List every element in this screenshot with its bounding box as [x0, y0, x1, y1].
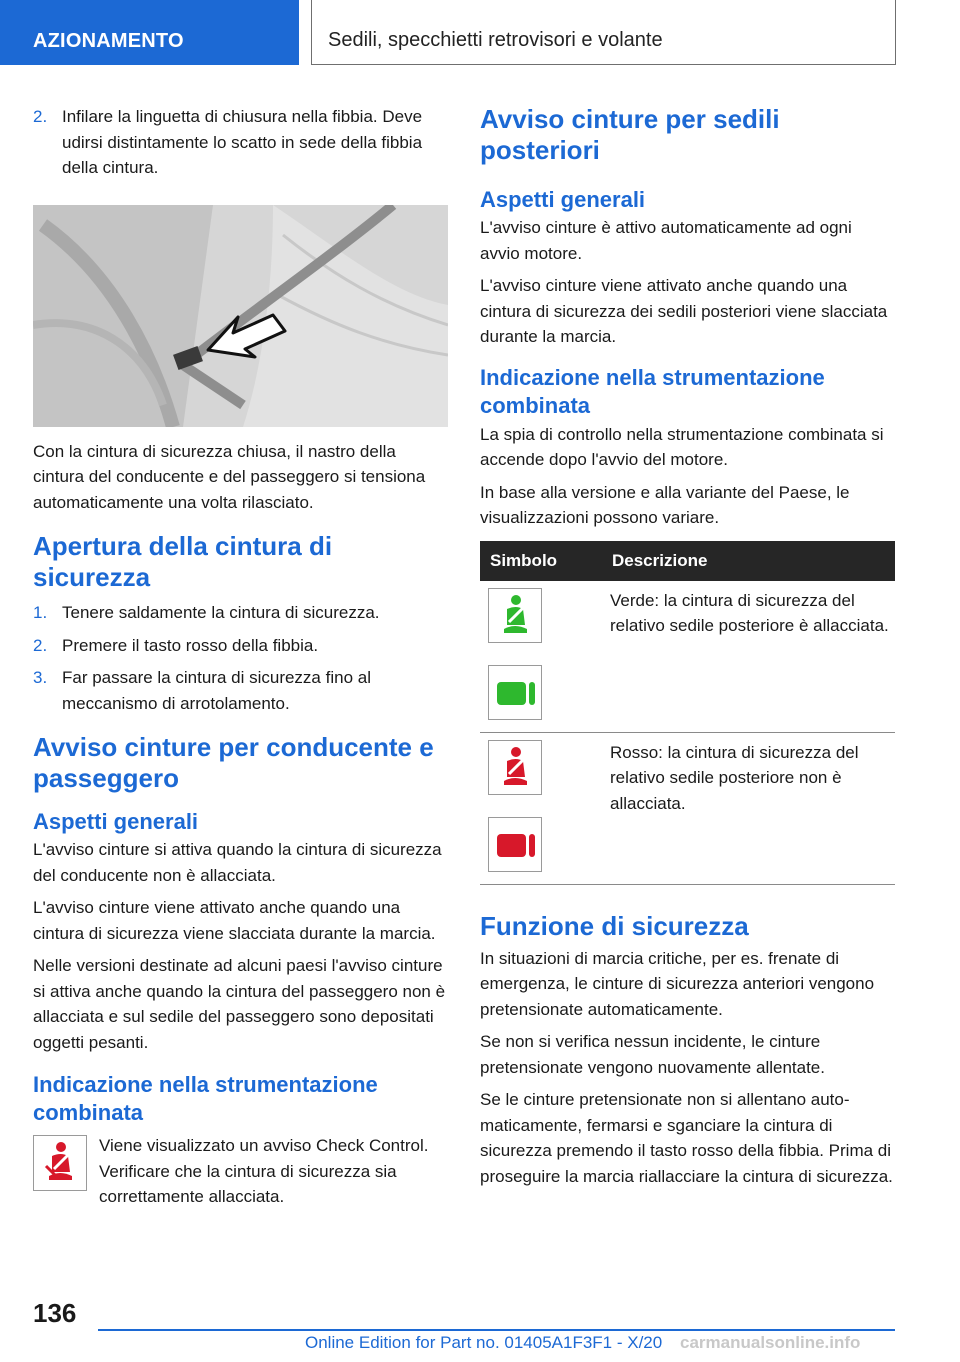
subheading-aspetti-generali: Aspetti generali: [33, 809, 199, 834]
paragraph: In base alla versione e alla variante del Paese, le visualizzazioni possono variare.: [480, 482, 850, 527]
list-item: [33, 665, 448, 716]
paragraph: Se non si verifica nessun incidente, le cinture pretensionate vengono nuovamente allentate.: [480, 1032, 825, 1077]
paragraph: La spia di controllo nella strumentazione combinata si accende dopo l'avvio del motore.: [480, 424, 884, 469]
step-number: 1.: [33, 603, 48, 622]
seatbelt-warning-icon: [33, 1135, 87, 1191]
step-text: Far passare la cintura di sicurezza fino al meccanismo di arrotolamento.: [62, 668, 371, 713]
step-number: 2.: [33, 635, 48, 655]
description-cell: Rosso: la cintura di sicurezza del relativo sedile posteriore non è allacciata.: [602, 732, 895, 884]
left-column: [33, 104, 448, 1210]
section-heading-apertura: Apertura della cintura di sicurezza: [33, 531, 333, 592]
warning-text: Viene visualizzato un avviso Check Control. Verificare che la cintura di sicurezza sia correttamente allacciata.: [99, 1136, 429, 1206]
paragraph: Nelle versioni destinate ad alcuni paesi l'avviso cinture si attiva anche quando la cintura del passeggero non è allacciata e sul sedile del passeggero sono depositati oggetti pesanti.: [33, 956, 446, 1052]
column-header: Simbolo: [480, 541, 602, 581]
right-column: [480, 104, 895, 1196]
paragraph: L'avviso cinture è attivo automaticamente ad ogni avvio motore.: [480, 218, 852, 263]
subheading-indicazione: Indicazione nella strumentazione combinata: [480, 364, 825, 418]
step-text: Premere il tasto rosso della fibbia.: [62, 635, 319, 655]
paragraph: L'avviso cinture viene attivato anche quando una cintura di sicurezza viene slacciata durante la marcia.: [33, 898, 436, 943]
symbol-table: [480, 541, 895, 885]
paragraph: Se le cinture pretensionate non si allentano automaticamente, fermarsi e sganciare la cintura di sicurezza premendo il tasto rosso della fibbia. Prima di proseguire la marcia riallacciare la cintura di sicurezza.: [480, 1090, 893, 1186]
apertura-steps: [33, 600, 448, 716]
footer-rule: [98, 1329, 895, 1331]
page-number: 136: [33, 1298, 77, 1328]
step-number: 2.: [33, 107, 48, 126]
section-tab: AZIONAMENTO: [0, 0, 299, 65]
seatbelt-photo: [33, 205, 448, 427]
subheading-aspetti-generali: Aspetti generali: [480, 187, 646, 212]
paragraph: L'avviso cinture viene attivato anche quando una cintura di sicurezza dei sedili posteriori viene slacciata durante la marcia.: [480, 276, 888, 346]
subheading-indicazione: Indicazione nella strumentazione combinata: [33, 1072, 378, 1125]
warning-row: [33, 1133, 448, 1210]
symbol-cell: [480, 581, 602, 733]
symbol-cell: [480, 732, 602, 884]
seatbelt-illustration: [33, 205, 448, 427]
list-item: [33, 633, 448, 659]
section-heading-avviso-posteriori: Avviso cinture per sedili posteriori: [480, 104, 780, 165]
seatbelt-red-icon: [488, 740, 542, 795]
edition-note: Online Edition for Part no. 01405A1F3F1 - X/20: [305, 1333, 663, 1352]
section-heading-avviso-conducente: Avviso cinture per conducente e passeggero: [33, 732, 434, 793]
seat-indicator-green-icon: [488, 665, 542, 720]
photo-caption: Con la cintura di sicurezza chiusa, il nastro della cintura del conducente e del passeggero si tensiona automaticamente una volta rilasciato.: [33, 441, 426, 512]
table-row: [480, 581, 895, 733]
watermark: carmanualsonline.info: [680, 1333, 861, 1352]
seat-indicator-red-icon: [488, 817, 542, 872]
step-number: 3.: [33, 668, 48, 687]
column-header: Descrizione: [602, 541, 895, 581]
table-header-row: [480, 541, 895, 581]
intro-steps: [33, 104, 448, 181]
seatbelt-green-icon: [488, 588, 542, 643]
paragraph: L'avviso cinture si attiva quando la cintura di sicurezza del conducente non è allacciata.: [33, 840, 442, 885]
table-row: [480, 732, 895, 884]
description-cell: Verde: la cintura di sicurezza del relativo sedile posteriore è allacciata.: [602, 581, 895, 733]
list-item: [33, 104, 448, 181]
list-item: [33, 600, 448, 626]
section-heading-funzione: Funzione di sicurezza: [480, 910, 749, 941]
step-text: Tenere saldamente la cintura di sicurezza.: [62, 603, 380, 622]
paragraph: In situazioni di marcia critiche, per es. frenate di emergenza, le cinture di sicurezza anteriori vengono pretensionate automaticamente.: [480, 948, 875, 1019]
chapter-title: Sedili, specchietti retrovisori e volante: [311, 0, 896, 65]
step-text: Infilare la linguetta di chiusura nella fibbia. Deve udirsi distintamente lo scatto in sede della fibbia della cintura.: [62, 107, 423, 177]
